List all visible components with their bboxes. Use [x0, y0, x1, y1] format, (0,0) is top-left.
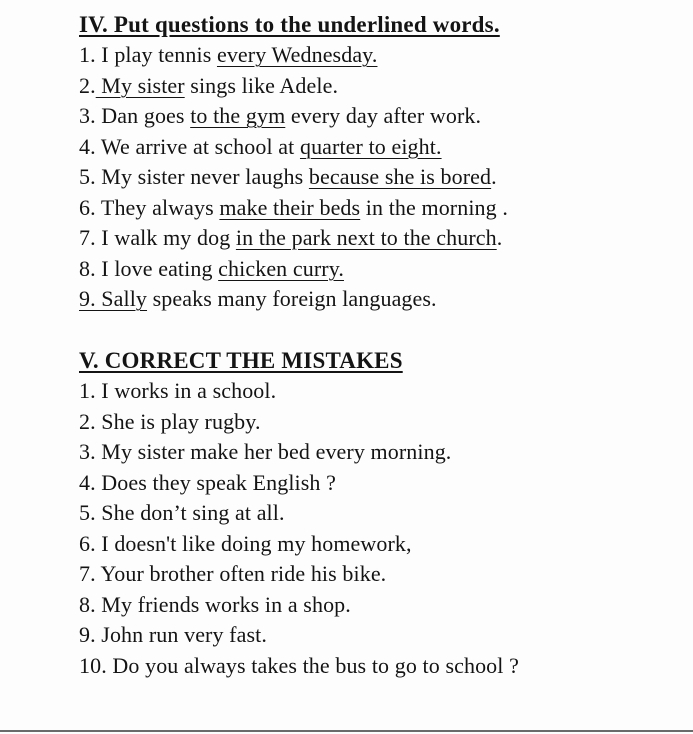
underlined-phrase: My sister [95, 72, 185, 98]
section-v-list [79, 376, 519, 681]
sentence-text: speaks many foreign languages. [147, 286, 437, 311]
section-v [79, 346, 519, 681]
question-item-8 [79, 254, 508, 285]
underlined-phrase: because she is bored [308, 164, 492, 189]
underlined-phrase: quarter to eight. [299, 133, 442, 159]
page-bottom-edge [0, 730, 693, 732]
underlined-phrase: make their beds [219, 194, 361, 220]
sentence-text: 3. Dan goes [79, 103, 191, 128]
sentence-text: . [491, 164, 497, 189]
section-iv [79, 10, 508, 315]
question-item-4 [79, 132, 508, 163]
sentence-text: 5. My sister never laughs [79, 164, 309, 189]
sentence-text: 8. I love eating [79, 255, 219, 281]
sentence-text: sings like Adele. [184, 72, 339, 98]
mistake-item-4: 4. Does they speak English ? [79, 469, 336, 495]
question-item-3 [79, 101, 508, 132]
sentence-text: 7. I walk my dog [79, 225, 236, 250]
mistake-item-5: 5. She don’t sing at all. [79, 500, 285, 525]
sentence-text: 4. We arrive at school at [79, 133, 300, 159]
question-item-9 [79, 284, 508, 315]
underlined-phrase: in the park next to the church [235, 225, 497, 250]
sentence-text: 1. I play tennis [79, 42, 217, 67]
sentence-text: 2. [79, 72, 96, 98]
underlined-phrase: 9. Sally [79, 286, 148, 311]
mistake-item-9: 9. John run very fast. [79, 622, 267, 647]
question-item-5 [79, 162, 508, 193]
sentence-text: every day after work. [285, 103, 482, 128]
underlined-phrase: chicken curry. [218, 255, 344, 281]
mistake-item-2: 2. She is play rugby. [79, 408, 261, 434]
underlined-phrase: every Wednesday. [216, 42, 378, 67]
underlined-phrase: to the gym [190, 103, 286, 128]
question-item-2 [79, 71, 508, 102]
sentence-text: in the morning . [360, 194, 508, 220]
mistake-item-3: 3. My sister make her bed every morning. [79, 439, 452, 464]
mistake-item-6: 6. I doesn't like doing my homework, [79, 530, 412, 556]
section-v-title: V. CORRECT THE MISTAKES [79, 348, 403, 373]
mistake-item-8: 8. My friends works in a shop. [79, 591, 351, 617]
sentence-text: 6. They always [79, 194, 220, 220]
section-iv-title: IV. Put questions to the underlined words. [79, 12, 500, 37]
mistake-item-10: 10. Do you always takes the bus to go to school ? [79, 652, 519, 678]
question-item-6 [79, 193, 508, 224]
sentence-text: . [496, 225, 503, 250]
mistake-item-7: 7. Your brother often ride his bike. [79, 561, 387, 586]
section-iv-list [79, 40, 508, 315]
question-item-7 [79, 223, 508, 254]
question-item-1 [79, 40, 508, 71]
mistake-item-1: 1. I works in a school. [79, 378, 277, 403]
